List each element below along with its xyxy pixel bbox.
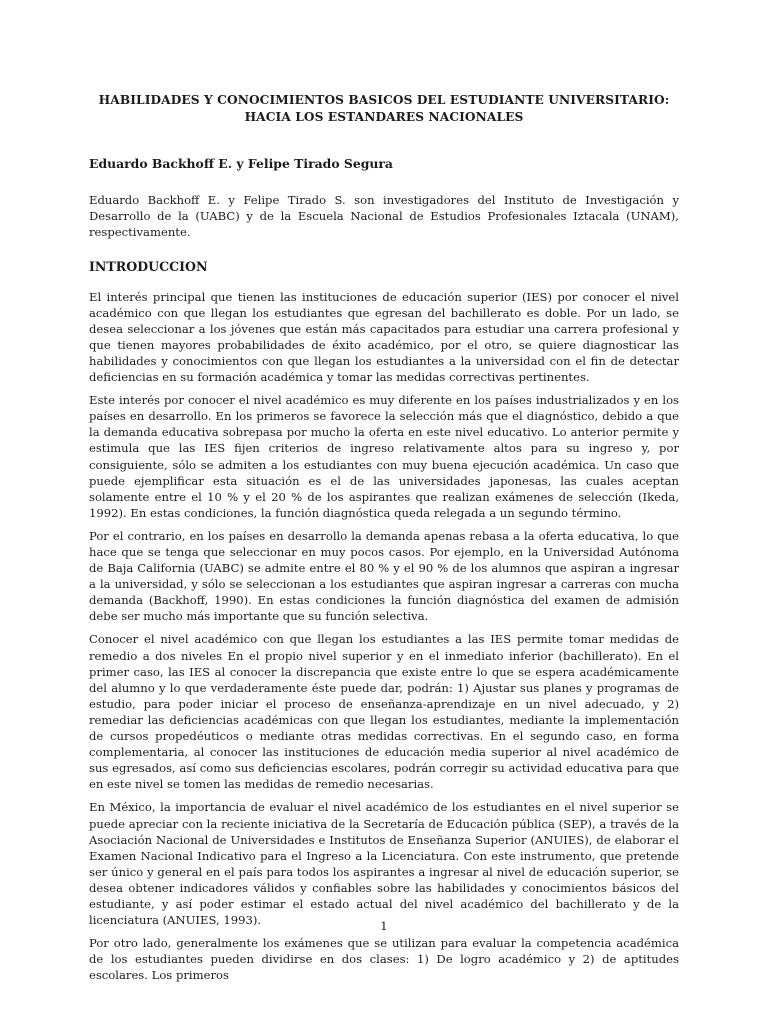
body-paragraph-6: Por otro lado, generalmente los exámenes que se utilizan para evaluar la competencia académica de los estudiantes pueden dividirse en dos clases: 1) De logro académico y 2) de aptitudes escolares. Los primeros xyxy=(89,936,679,983)
paper-title xyxy=(89,92,679,126)
body-paragraph-1: El interés principal que tienen las instituciones de educación superior (IES) por conocer el nivel académico con que llegan los estudiantes que egresan del bachillerato es doble. Por un lado, se desea seleccionar a los jóvenes que están más capacitados para estudiar una carrera profesional y que tienen mayores probabilidades de éxito académico, por el otro, se quiere diagnosticar las habilidades y conocimientos con que llegan los estudiantes a la universidad con el fin de detectar deficiencias en su formación académica y tomar las medidas correctivas pertinentes. xyxy=(89,289,679,385)
section-heading: INTRODUCCION xyxy=(89,258,208,274)
author-affiliation: Eduardo Backhoff E. y Felipe Tirado S. son investigadores del Instituto de Investigación y Desarrollo de la (UABC) y de la Escuela Nacional de Estudios Profesionales Iztacala (UNAM), respectivamente. xyxy=(89,193,679,240)
paper-title-line-2: HACIA LOS ESTANDARES NACIONALES xyxy=(244,110,524,124)
document-page xyxy=(89,92,679,990)
body-paragraph-2: Este interés por conocer el nivel académico es muy diferente en los países industrializados y en los países en desarrollo. En los primeros se favorece la selección más que el diagnóstico, debido a que la demanda educativa sobrepasa por mucho la oferta en este nivel educativo. Lo anterior permite y estimula que las IES fijen criterios de ingreso relativamente altos para su ingreso y, por consiguiente, sólo se admiten a los estudiantes con muy buena ejecución académica. Un caso que puede ejemplificar esta situación es el de las universidades japonesas, las cuales aceptan solamente entre el 10 % y el 20 % de los aspirantes que realizan exámenes de selección (Ikeda, 1992). En estas condiciones, la función diagnóstica queda relegada a un segundo término. xyxy=(89,393,679,520)
body-paragraph-3: Por el contrario, en los países en desarrollo la demanda apenas rebasa a la oferta educativa, lo que hace que se tenga que seleccionar en muy pocos casos. Por ejemplo, en la Universidad Autónoma de Baja California (UABC) se admite entre el 80 % y el 90 % de los alumnos que aspiran a ingresar a la universidad, y sólo se seleccionan a los estudiantes que aspiran ingresar a carreras con mucha demanda (Backhoff, 1990). En estas condiciones la función diagnóstica del examen de admisión debe ser mucho más importante que su función selectiva. xyxy=(89,528,679,624)
body-paragraph-5: En México, la importancia de evaluar el nivel académico de los estudiantes en el nivel superior se puede apreciar con la reciente iniciativa de la Secretaría de Educación pública (SEP), a través de la Asociación Nacional de Universidades e Institutos de Enseñanza Superior (ANUIES), de elaborar el Examen Nacional Indicativo para el Ingreso a la Licenciatura. Con este instrumento, que pretende ser único y general en el país para todos los aspirantes a ingresar al nivel de educación superior, se desea obtener indicadores válidos y confiables sobre las habilidades y conocimientos básicos del estudiante, y así poder estimar el estado actual del nivel académico del bachillerato y de la licenciatura (ANUIES, 1993). xyxy=(89,800,679,928)
body-paragraph-4: Conocer el nivel académico con que llegan los estudiantes a las IES permite tomar medidas de remedio a dos niveles En el propio nivel superior y en el inmediato inferior (bachillerato). En el primer caso, las IES al conocer la discrepancia que existe entre lo que se espera académicamente del alumno y lo que verdaderamente éste puede dar, podrán: 1) Ajustar sus planes y programas de estudio, para poder iniciar el proceso de enseñanza-aprendizaje en un nivel adecuado, y 2) remediar las deficiencias académicas con que llegan los estudiantes, mediante la implementación de cursos propedéuticos o mediante otras medidas correctivas. En el segundo caso, en forma complementaria, al conocer las instituciones de educación media superior al nivel académico de sus egresados, así como sus deficiencias escolares, podrán corregir su actividad educativa para que en este nivel se tomen las medidas de remedio necesarias. xyxy=(89,632,679,792)
paper-authors: Eduardo Backhoff E. y Felipe Tirado Segura xyxy=(89,156,393,171)
paper-title-line-1: HABILIDADES Y CONOCIMIENTOS BASICOS DEL ESTUDIANTE UNIVERSITARIO: xyxy=(98,93,670,107)
page-number: 1 xyxy=(380,919,388,933)
